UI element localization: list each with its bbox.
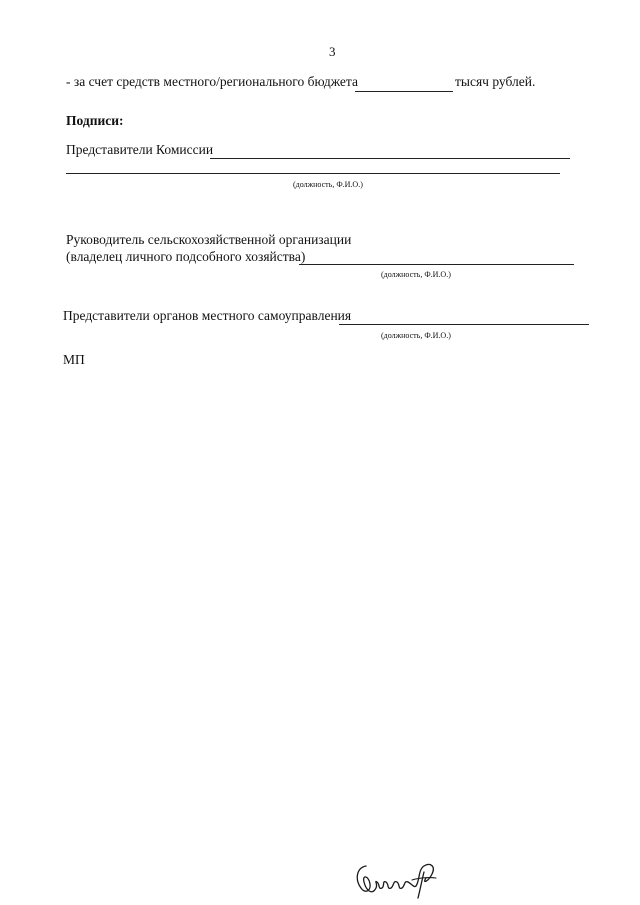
budget-line-prefix: - за счет средств местного/регионального бюджета <box>66 74 358 89</box>
local-gov-signature-line <box>339 324 589 325</box>
head-of-org-label-line2: (владелец личного подсобного хозяйства) <box>66 249 306 264</box>
head-of-org-hint: (должность, Ф.И.О.) <box>381 270 451 279</box>
local-gov-label: Представители органов местного самоуправления <box>63 308 352 323</box>
commission-hint: (должность, Ф.И.О.) <box>293 180 363 189</box>
commission-signature-line-2 <box>66 173 560 174</box>
head-of-org-label-line1: Руководитель сельскохозяйственной организации <box>66 232 352 247</box>
local-gov-hint: (должность, Ф.И.О.) <box>381 331 451 340</box>
commission-label: Представители Комиссии <box>66 142 214 157</box>
commission-signature-line <box>210 158 570 159</box>
stamp-mark: МП <box>63 352 85 367</box>
signatures-heading: Подписи: <box>66 113 124 128</box>
page-number: 3 <box>329 44 336 59</box>
head-of-org-signature-line <box>299 264 574 265</box>
handwritten-signature <box>352 858 444 900</box>
budget-line-suffix: тысяч рублей. <box>455 74 536 89</box>
budget-amount-blank <box>355 91 453 92</box>
